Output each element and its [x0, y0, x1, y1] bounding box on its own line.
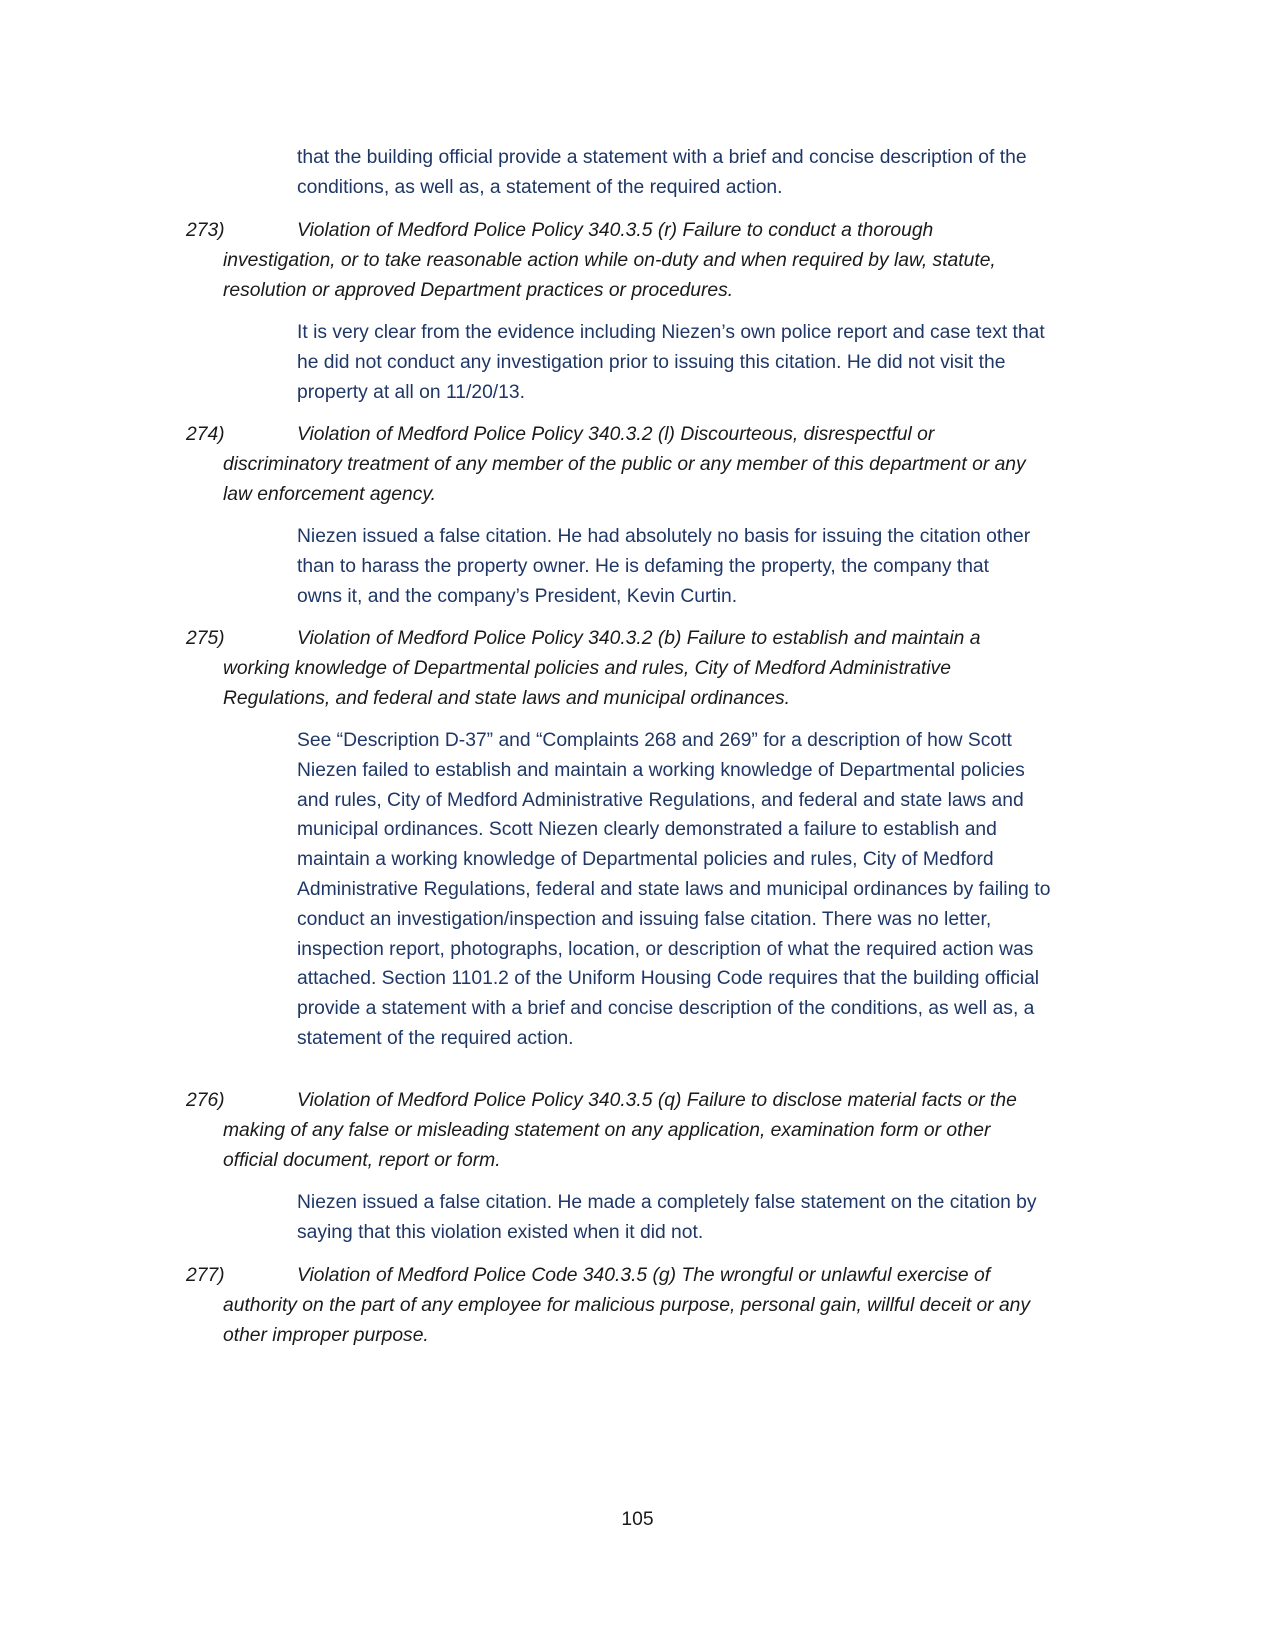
item-number: 275) — [186, 628, 225, 649]
complaint-item-276 — [186, 1086, 1126, 1175]
item-heading-continuation: working knowledge of Departmental policies and rules, City of Medford Administrative Regulations, and federal and state laws and municipal ordinances. — [223, 657, 952, 709]
page-number: 105 — [621, 1509, 654, 1530]
item-heading-continuation: authority on the part of any employee for malicious purpose, personal gain, willful deceit or any other improper purpose. — [223, 1294, 1031, 1346]
item-heading-first-line: Violation of Medford Police Policy 340.3.2 (b) Failure to establish and maintain a — [297, 628, 981, 649]
complaint-item-274 — [186, 420, 1126, 509]
item-heading-first-line: Violation of Medford Police Policy 340.3.5 (q) Failure to disclose material facts or the — [297, 1090, 1017, 1111]
complaint-item-273 — [186, 216, 1126, 305]
item-number: 277) — [186, 1265, 225, 1286]
complaint-item-277 — [186, 1261, 1126, 1350]
item-response-276: Niezen issued a false citation. He made a completely false statement on the citation by saying that this violation existed when it did not. — [297, 1192, 1037, 1243]
item-heading-continuation: making of any false or misleading statement on any application, examination form or other official document, report or form. — [223, 1119, 991, 1171]
item-response-275: See “Description D-37” and “Complaints 268 and 269” for a description of how Scott Niezen failed to establish and maintain a working knowledge of Departmental policies and rules, City of Medford Administrative Regulations, and federal and state laws and municipal ordinances. Scott Niezen clearly demonstrated a failure to establish and maintain a working knowledge of Departmental policies and rules, City of Medford Administrative Regulations, federal and state laws and municipal ordinances by failing to conduct an investigation/inspection and issuing false citation. There was no letter, inspection report, photographs, location, or description of what the required action was attached. Section 1101.2 of the Uniform Housing Code requires that the building official provide a statement with a brief and concise description of the conditions, as well as, a statement of the required action. — [297, 730, 1051, 1049]
item-heading-first-line: Violation of Medford Police Policy 340.3.5 (r) Failure to conduct a thorough — [297, 220, 934, 241]
item-response-274: Niezen issued a false citation. He had absolutely no basis for issuing the citation other than to harass the property owner. He is defaming the property, the company that owns it, and the company’s President, Kevin Curtin. — [297, 526, 1031, 607]
item-heading-continuation: discriminatory treatment of any member of the public or any member of this department or any law enforcement agency. — [223, 453, 1026, 505]
item-response-273: It is very clear from the evidence including Niezen’s own police report and case text that he did not conduct any investigation prior to issuing this citation. He did not visit the property at all on 11/20/13. — [297, 322, 1045, 403]
item-heading-first-line: Violation of Medford Police Code 340.3.5 (g) The wrongful or unlawful exercise of — [297, 1265, 991, 1286]
item-number: 274) — [186, 424, 225, 445]
complaint-item-275 — [186, 624, 1126, 713]
item-number: 273) — [186, 220, 225, 241]
continuation-paragraph: that the building official provide a statement with a brief and concise description of the conditions, as well as, a statement of the required action. — [297, 147, 1027, 198]
item-number: 276) — [186, 1090, 225, 1111]
item-heading-continuation: investigation, or to take reasonable action while on-duty and when required by law, statute, resolution or approved Department practices or procedures. — [223, 249, 996, 301]
item-heading-first-line: Violation of Medford Police Policy 340.3.2 (l) Discourteous, disrespectful or — [297, 424, 935, 445]
